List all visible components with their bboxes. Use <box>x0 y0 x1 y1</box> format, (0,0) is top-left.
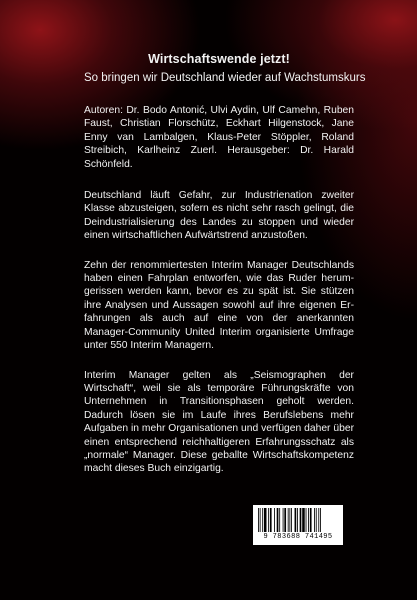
blurb-paragraph-1: Deutschland läuft Gefahr, zur Industrienation zweiter Klasse abzusteigen, sofern es nicht sehr rasch gelingt, die Deindustrialisierung des Landes zu stoppen und wieder einen wirtschaftlichen Aufwärtstrend anzustoßen. <box>84 190 354 242</box>
isbn-barcode <box>253 505 343 545</box>
barcode-number: 9 783688 741495 <box>263 533 333 541</box>
barcode-bars <box>257 508 339 532</box>
authors-paragraph: Autoren: Dr. Bodo Antonić, Ulvi Aydin, Ulf Camehn, Ruben Faust, Christian Florschütz, Eckhart Hilgenstock, Jane Enny van Lambalgen, Klaus-Peter Stöppler, Roland Streibich, Karlheinz Zuerl. Herausgeber: Dr. Harald Schönfeld. <box>84 105 354 170</box>
book-subtitle: So bringen wir Deutschland wieder auf Wachstumskurs <box>84 72 366 84</box>
blurb-paragraph-2: Zehn der renommiertesten Interim Manager Deutschlands haben einen Fahrplan entworfen, wie das Ruder herumgerissen werden kann, bevor es zu spät ist. Sie stützen ihre Analysen und Aussagen sowohl auf ihre eigenen Erfahrungen als auch auf eine von der anerkannten Manager-Community United Interim organisierte Umfrage unter 550 Interim Managern. <box>84 259 354 352</box>
back-cover-text <box>84 52 366 492</box>
blurb-paragraph-3: Interim Manager gelten als „Seismographen der Wirtschaft“, weil sie als temporäre Führungskräfte von Unternehmen in Transitionsphasen geholt werden. Dadurch lösen sie im Laufe ihres Berufslebens mehr Aufgaben in mehr Organisationen und verfügen daher über einen entsprechend reichhaltigeren Erfahrungsschatz als „normale“ Manager. Diese geballte Wirtschaftskompetenz macht dieses Buch einzigartig. <box>84 369 354 475</box>
book-title: Wirtschaftswende jetzt! <box>148 52 290 66</box>
